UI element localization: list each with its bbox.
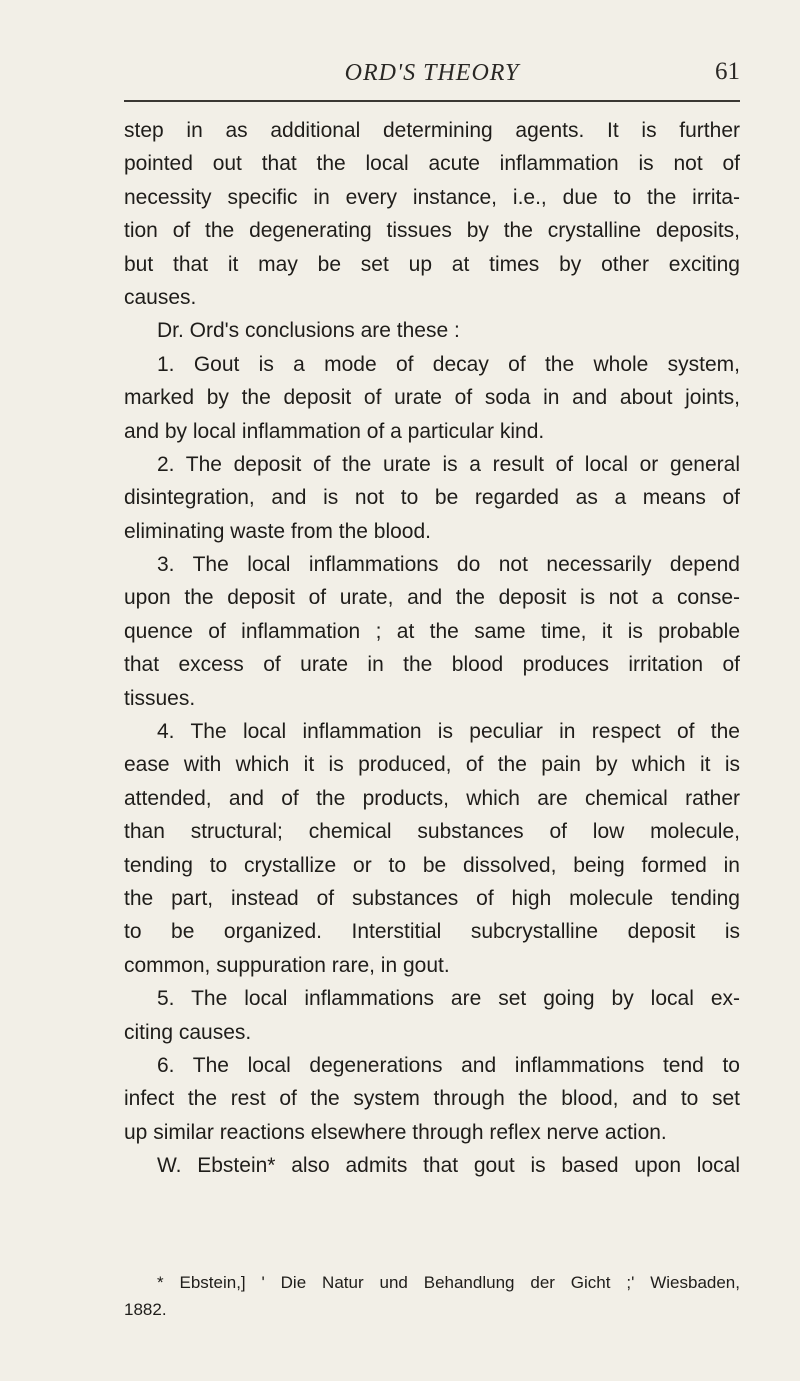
text-line: attended, and of the products, which are chemical rather [124, 786, 740, 810]
footnote-line: 1882. [124, 1300, 167, 1319]
text-line: and by local inflammation of a particular kind. [124, 419, 545, 443]
list-item-5: 5. The local inflammations are set going by local ex- [157, 987, 740, 1011]
paragraph-start: W. Ebstein* also admits that gout is based upon local [157, 1154, 740, 1178]
text-line: necessity specific in every instance, i.e., due to the irrita- [124, 185, 740, 209]
list-item-2: 2. The deposit of the urate is a result of local or general [157, 452, 740, 476]
text-line: to be organized. Interstitial subcrystalline deposit is [124, 920, 740, 944]
text-line: disintegration, and is not to be regarded as a means of [124, 486, 740, 510]
text-line: quence of inflammation ; at the same time, it is probable [124, 619, 740, 643]
text-line: common, suppuration rare, in gout. [124, 953, 450, 977]
list-item-6: 6. The local degenerations and inflammations tend to [157, 1053, 740, 1077]
header-rule [124, 100, 740, 102]
text-line: pointed out that the local acute inflammation is not of [124, 152, 740, 176]
page-number: 61 [715, 58, 740, 85]
running-head [124, 58, 740, 118]
footnote [124, 1269, 740, 1323]
text-line: eliminating waste from the blood. [124, 519, 431, 543]
text-line: tending to crystallize or to be dissolved, being formed in [124, 853, 740, 877]
text-line: infect the rest of the system through the blood, and to set [124, 1087, 740, 1111]
text-line: causes. [124, 285, 197, 309]
text-line: citing causes. [124, 1020, 252, 1044]
text-line: the part, instead of substances of high molecule tending [124, 886, 740, 910]
text-line: tissues. [124, 686, 196, 710]
list-item-3: 3. The local inflammations do not necessarily depend [157, 553, 740, 577]
list-item-4: 4. The local inflammation is peculiar in respect of the [157, 720, 740, 744]
footnote-line: * Ebstein,] ' Die Natur und Behandlung der Gicht ;' Wiesbaden, [157, 1273, 740, 1292]
text-line: tion of the degenerating tissues by the crystalline deposits, [124, 219, 740, 243]
text-line: but that it may be set up at times by other exciting [124, 252, 740, 276]
running-title: ORD'S THEORY [344, 60, 520, 86]
text-line: up similar reactions elsewhere through reflex nerve action. [124, 1120, 667, 1144]
paragraph-start: Dr. Ord's conclusions are these : [157, 319, 460, 343]
text-line: that excess of urate in the blood produces irritation of [124, 653, 740, 677]
text-line: than structural; chemical substances of low molecule, [124, 820, 740, 844]
list-item-1: 1. Gout is a mode of decay of the whole system, [157, 352, 740, 376]
text-line: upon the deposit of urate, and the deposit is not a conse- [124, 586, 740, 610]
text-line: marked by the deposit of urate of soda in and about joints, [124, 386, 740, 410]
text-line: step in as additional determining agents. It is further [124, 119, 740, 142]
text-line: ease with which it is produced, of the pain by which it is [124, 753, 740, 777]
body-text [124, 114, 740, 1183]
